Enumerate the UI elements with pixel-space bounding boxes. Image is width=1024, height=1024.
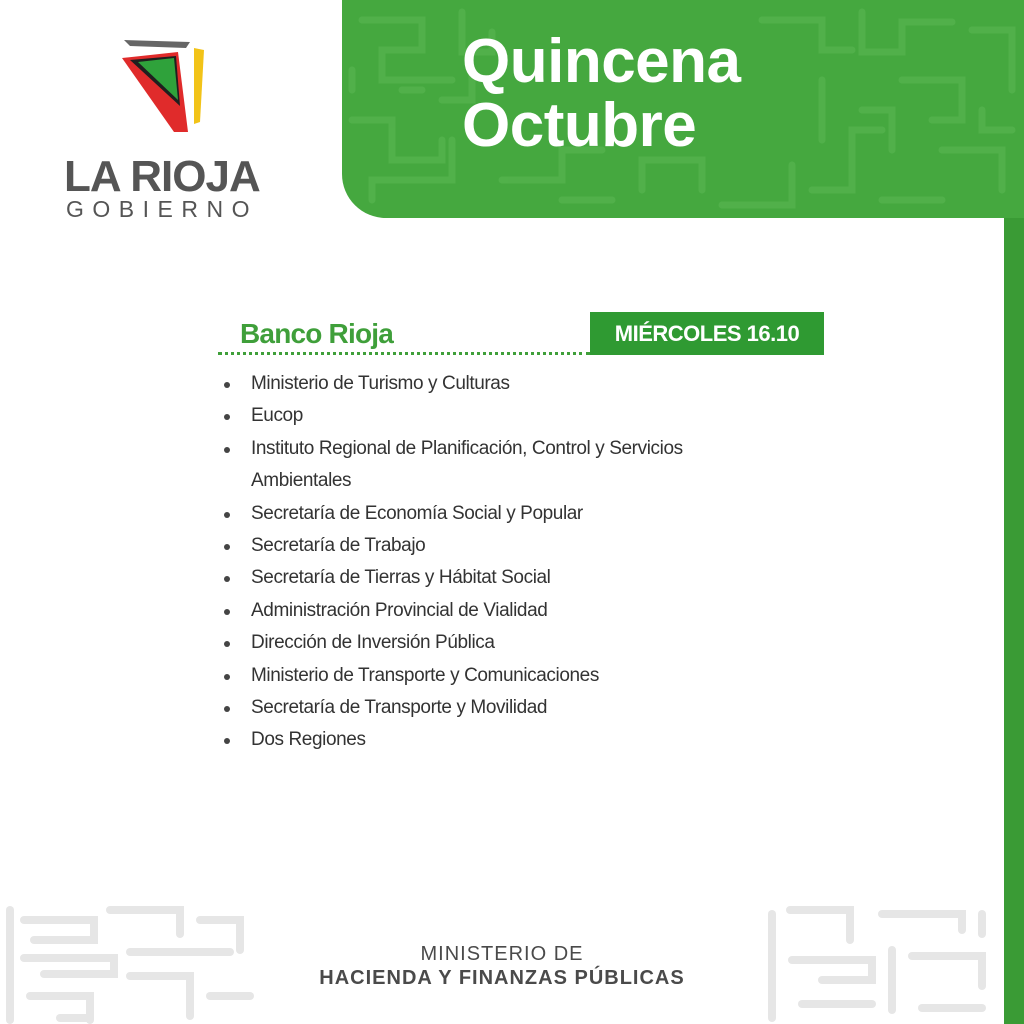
logo-name: LA RIOJA: [64, 152, 260, 201]
list-item: Ministerio de Transporte y Comunicaciones: [218, 660, 778, 692]
list-item: Dirección de Inversión Pública: [218, 627, 778, 659]
entity-list: [218, 368, 778, 757]
logo-subtitle: GOBIERNO: [66, 196, 258, 222]
payment-section-header: [218, 312, 824, 356]
list-item: Instituto Regional de Planificación, Control y Servicios Ambientales: [218, 433, 778, 498]
list-item: Secretaría de Tierras y Hábitat Social: [218, 562, 778, 594]
list-item: Dos Regiones: [218, 724, 778, 756]
list-item: Administración Provincial de Vialidad: [218, 595, 778, 627]
list-item: Ministerio de Turismo y Culturas: [218, 368, 778, 400]
title-line-1: Quincena: [462, 27, 741, 96]
list-item: Eucop: [218, 400, 778, 432]
la-rioja-logo: [60, 36, 290, 226]
right-accent-bar: [1004, 218, 1024, 1024]
ministry-line-1: MINISTERIO DE: [420, 943, 584, 965]
bank-name: Banco Rioja: [240, 318, 394, 349]
header-banner: [342, 0, 1024, 218]
ministry-line-2: HACIENDA Y FINANZAS PÚBLICAS: [319, 967, 685, 989]
date-badge: MIÉRCOLES 16.10: [590, 312, 824, 355]
list-item: Secretaría de Transporte y Movilidad: [218, 692, 778, 724]
dotted-divider: [218, 352, 590, 355]
la-rioja-triangle-logo-icon: [120, 36, 212, 132]
ministry-footer: [0, 942, 1004, 990]
list-item: Secretaría de Trabajo: [218, 530, 778, 562]
list-item: Secretaría de Economía Social y Popular: [218, 498, 778, 530]
page-title: [462, 27, 741, 160]
title-line-2: Octubre: [462, 91, 697, 160]
